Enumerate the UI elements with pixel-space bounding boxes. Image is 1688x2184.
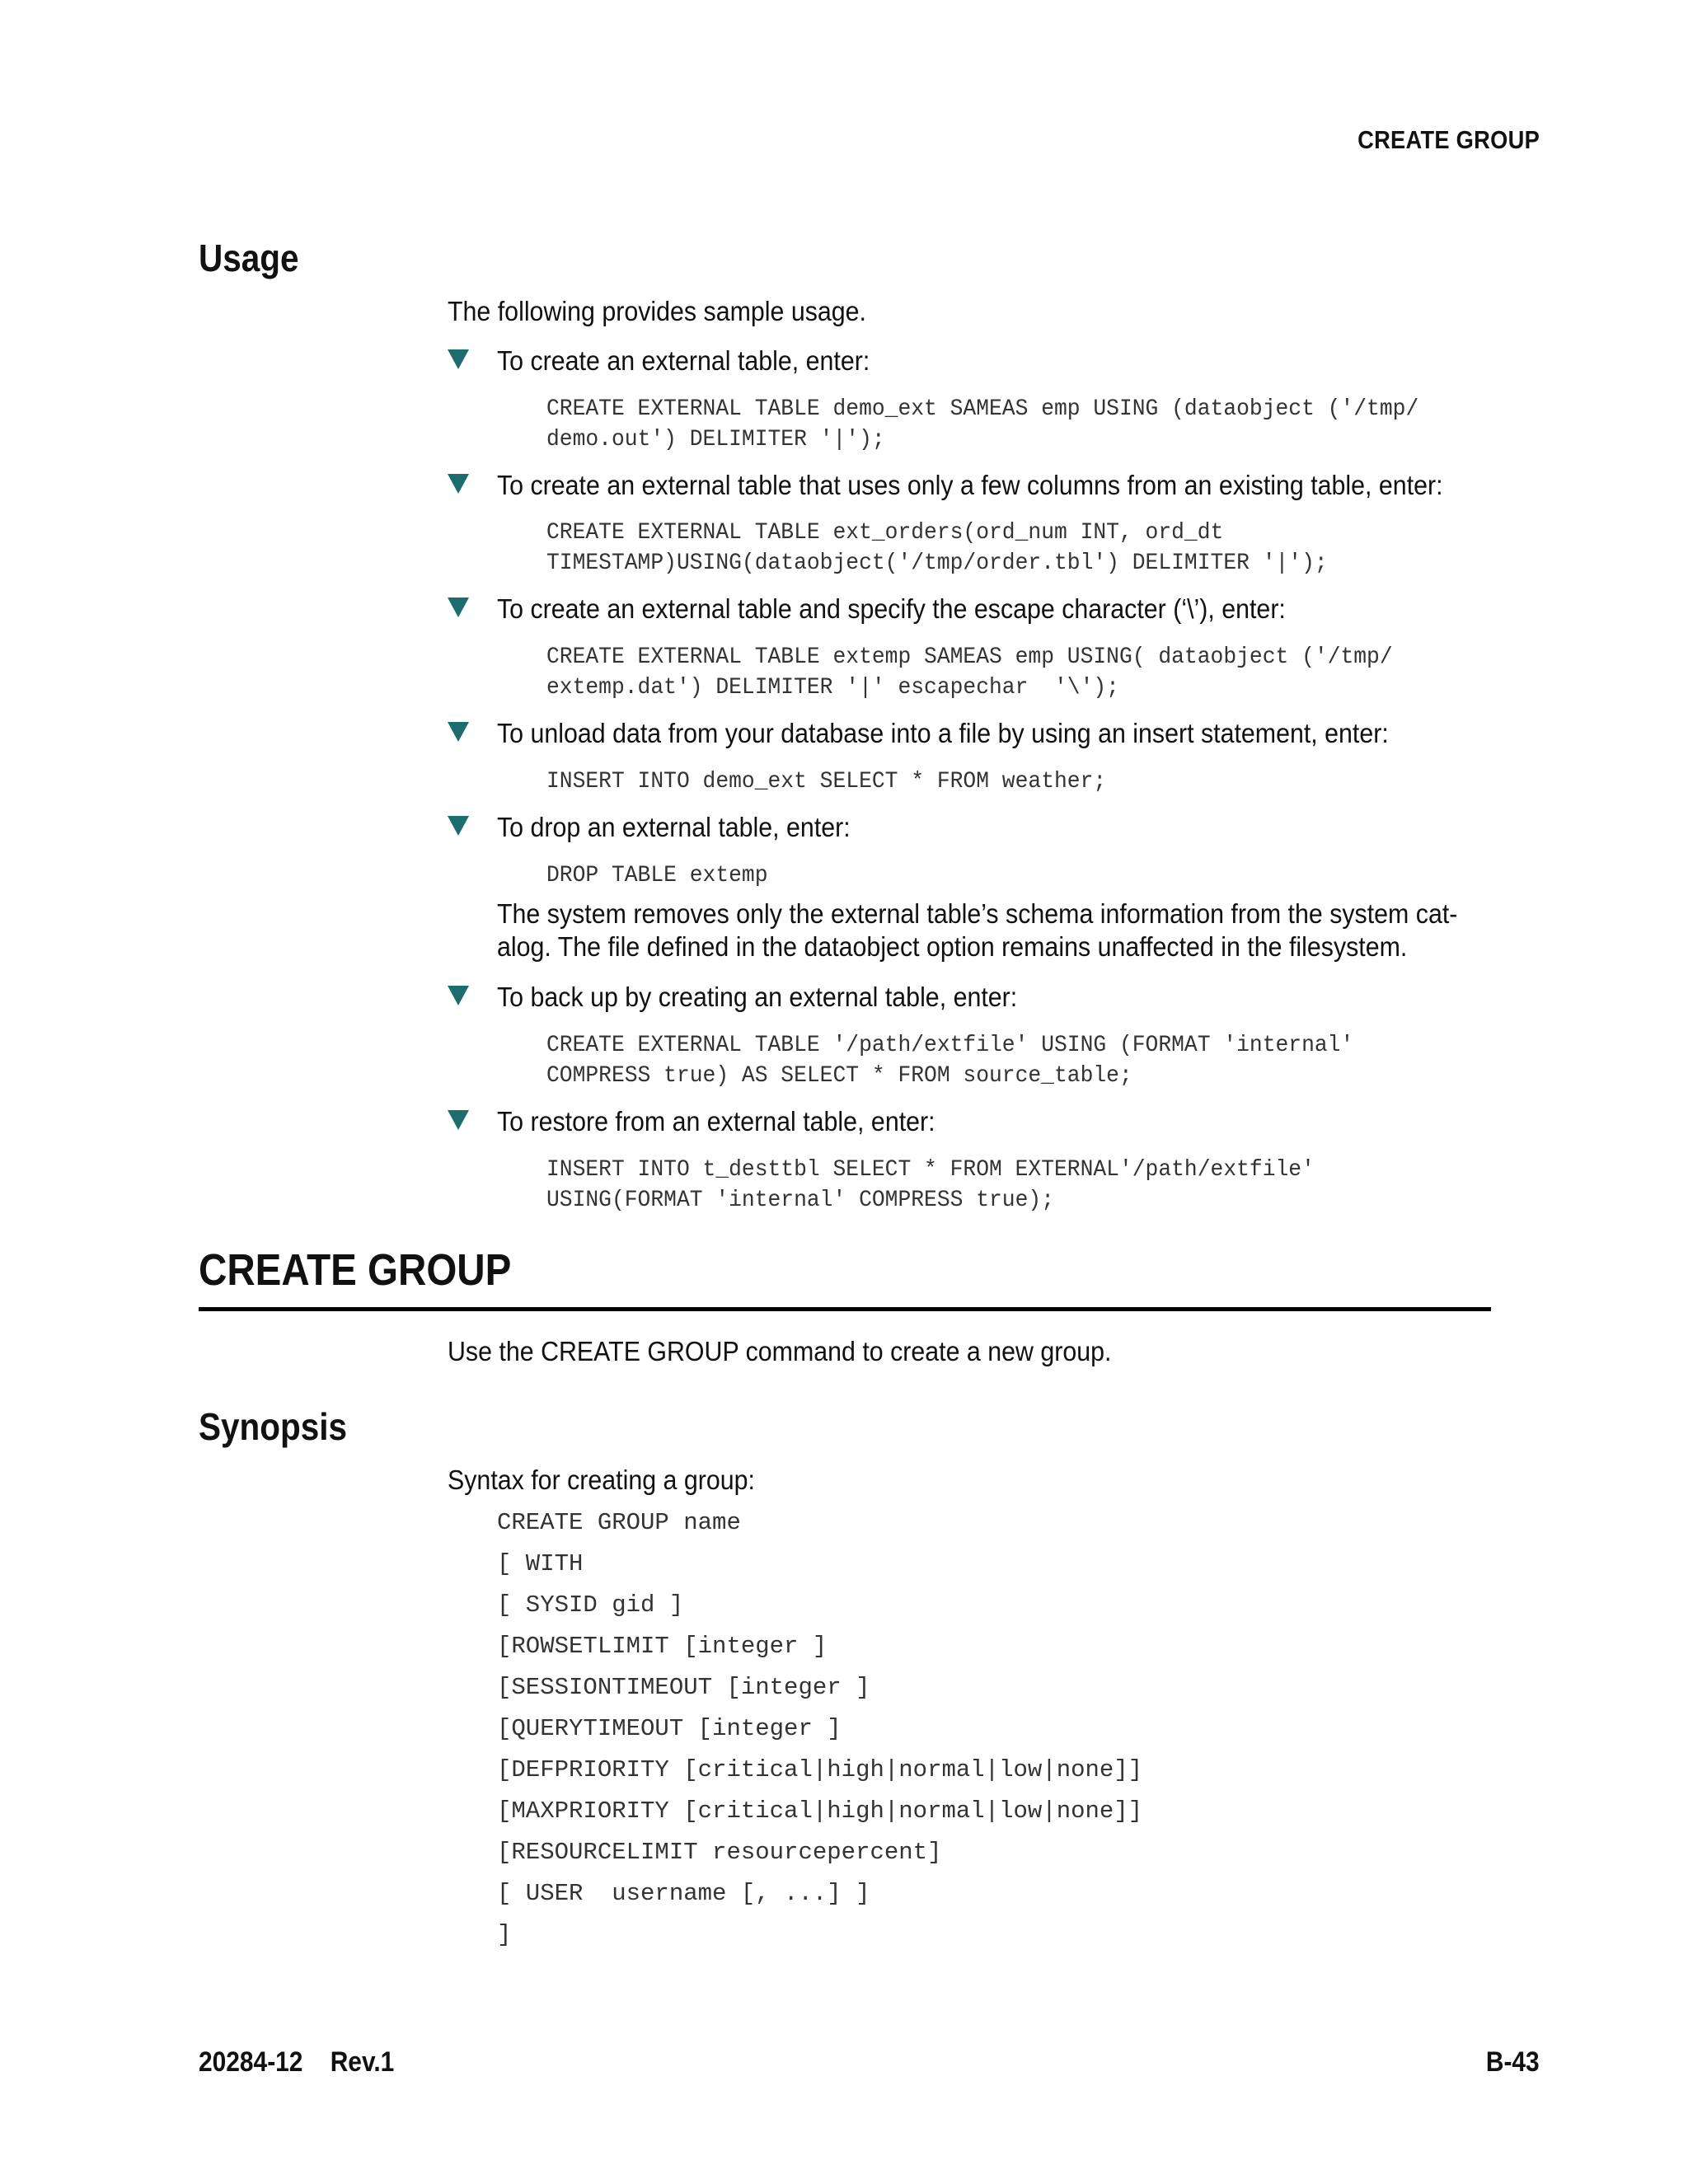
triangle-bullet-icon [448, 986, 469, 1005]
syntax-line: [DEFPRIORITY [critical|high|normal|low|none]] [497, 1756, 1143, 1783]
syntax-line: [SESSIONTIMEOUT [integer ] [497, 1674, 870, 1701]
triangle-bullet-icon [448, 816, 469, 836]
code-example: CREATE EXTERNAL TABLE '/path/extfile' USING (FORMAT 'internal' COMPRESS true) AS SELECT * FROM source_table; [546, 1033, 1354, 1089]
code-example: CREATE EXTERNAL TABLE extemp SAMEAS emp USING( dataobject ('/tmp/ extemp.dat') DELIMITER '|' escapechar '\'); [546, 644, 1393, 701]
syntax-line: [RESOURCELIMIT resourcepercent] [497, 1839, 942, 1866]
syntax-line: [ WITH [497, 1550, 584, 1577]
syntax-line: CREATE GROUP name [497, 1509, 741, 1536]
syntax-line: [ SYSID gid ] [497, 1591, 684, 1619]
syntax-line: ] [497, 1921, 512, 1948]
code-example: CREATE EXTERNAL TABLE demo_ext SAMEAS emp USING (dataobject ('/tmp/ demo.out') DELIMITER '|'); [546, 396, 1419, 452]
triangle-bullet-icon [448, 349, 469, 369]
footer-page-number: B-43 [1486, 2046, 1540, 2078]
triangle-bullet-icon [448, 598, 469, 617]
usage-heading: Usage [199, 237, 299, 279]
usage-item-text: To create an external table and specify the escape character (‘\’), enter: [497, 593, 1286, 624]
usage-item-text: To unload data from your database into a file by using an insert statement, enter: [497, 718, 1389, 748]
code-example: DROP TABLE extemp [546, 863, 768, 888]
triangle-bullet-icon [448, 1110, 469, 1130]
synopsis-intro: Syntax for creating a group: [448, 1465, 755, 1495]
create-group-description: Use the CREATE GROUP command to create a new group. [448, 1336, 1112, 1366]
synopsis-syntax-block [497, 1507, 1142, 1960]
usage-intro: The following provides sample usage. [448, 296, 866, 326]
usage-item-text: To drop an external table, enter: [497, 812, 851, 842]
usage-item-text: To create an external table, enter: [497, 345, 870, 376]
code-example: CREATE EXTERNAL TABLE ext_orders(ord_num INT, ord_dt TIMESTAMP)USING(dataobject('/tmp/order.tbl') DELIMITER '|'); [546, 520, 1328, 576]
code-example: INSERT INTO demo_ext SELECT * FROM weather; [546, 769, 1107, 794]
running-header: CREATE GROUP [1357, 125, 1540, 154]
syntax-line: [MAXPRIORITY [critical|high|normal|low|none]] [497, 1797, 1143, 1825]
footer-doc-number: 20284-12 Rev.1 [199, 2046, 395, 2078]
drop-table-note-line-2: alog. The file defined in the dataobject option remains unaffected in the filesystem. [497, 931, 1408, 962]
code-example: INSERT INTO t_desttbl SELECT * FROM EXTERNAL'/path/extfile' USING(FORMAT 'internal' COMPRESS true); [546, 1157, 1315, 1213]
usage-item-text: To back up by creating an external table, enter: [497, 982, 1018, 1012]
drop-table-note-line-1: The system removes only the external table’s schema information from the system cat- [497, 898, 1458, 929]
usage-item-text: To restore from an external table, enter: [497, 1106, 935, 1137]
triangle-bullet-icon [448, 474, 469, 494]
syntax-line: [ USER username [, ...] ] [497, 1880, 870, 1907]
syntax-line: [QUERYTIMEOUT [integer ] [497, 1715, 842, 1742]
create-group-heading: CREATE GROUP [199, 1245, 512, 1295]
triangle-bullet-icon [448, 722, 469, 742]
heading-rule [199, 1307, 1491, 1311]
usage-item-text: To create an external table that uses only a few columns from an existing table, enter: [497, 470, 1443, 500]
synopsis-heading: Synopsis [199, 1405, 347, 1448]
syntax-line: [ROWSETLIMIT [integer ] [497, 1633, 828, 1660]
